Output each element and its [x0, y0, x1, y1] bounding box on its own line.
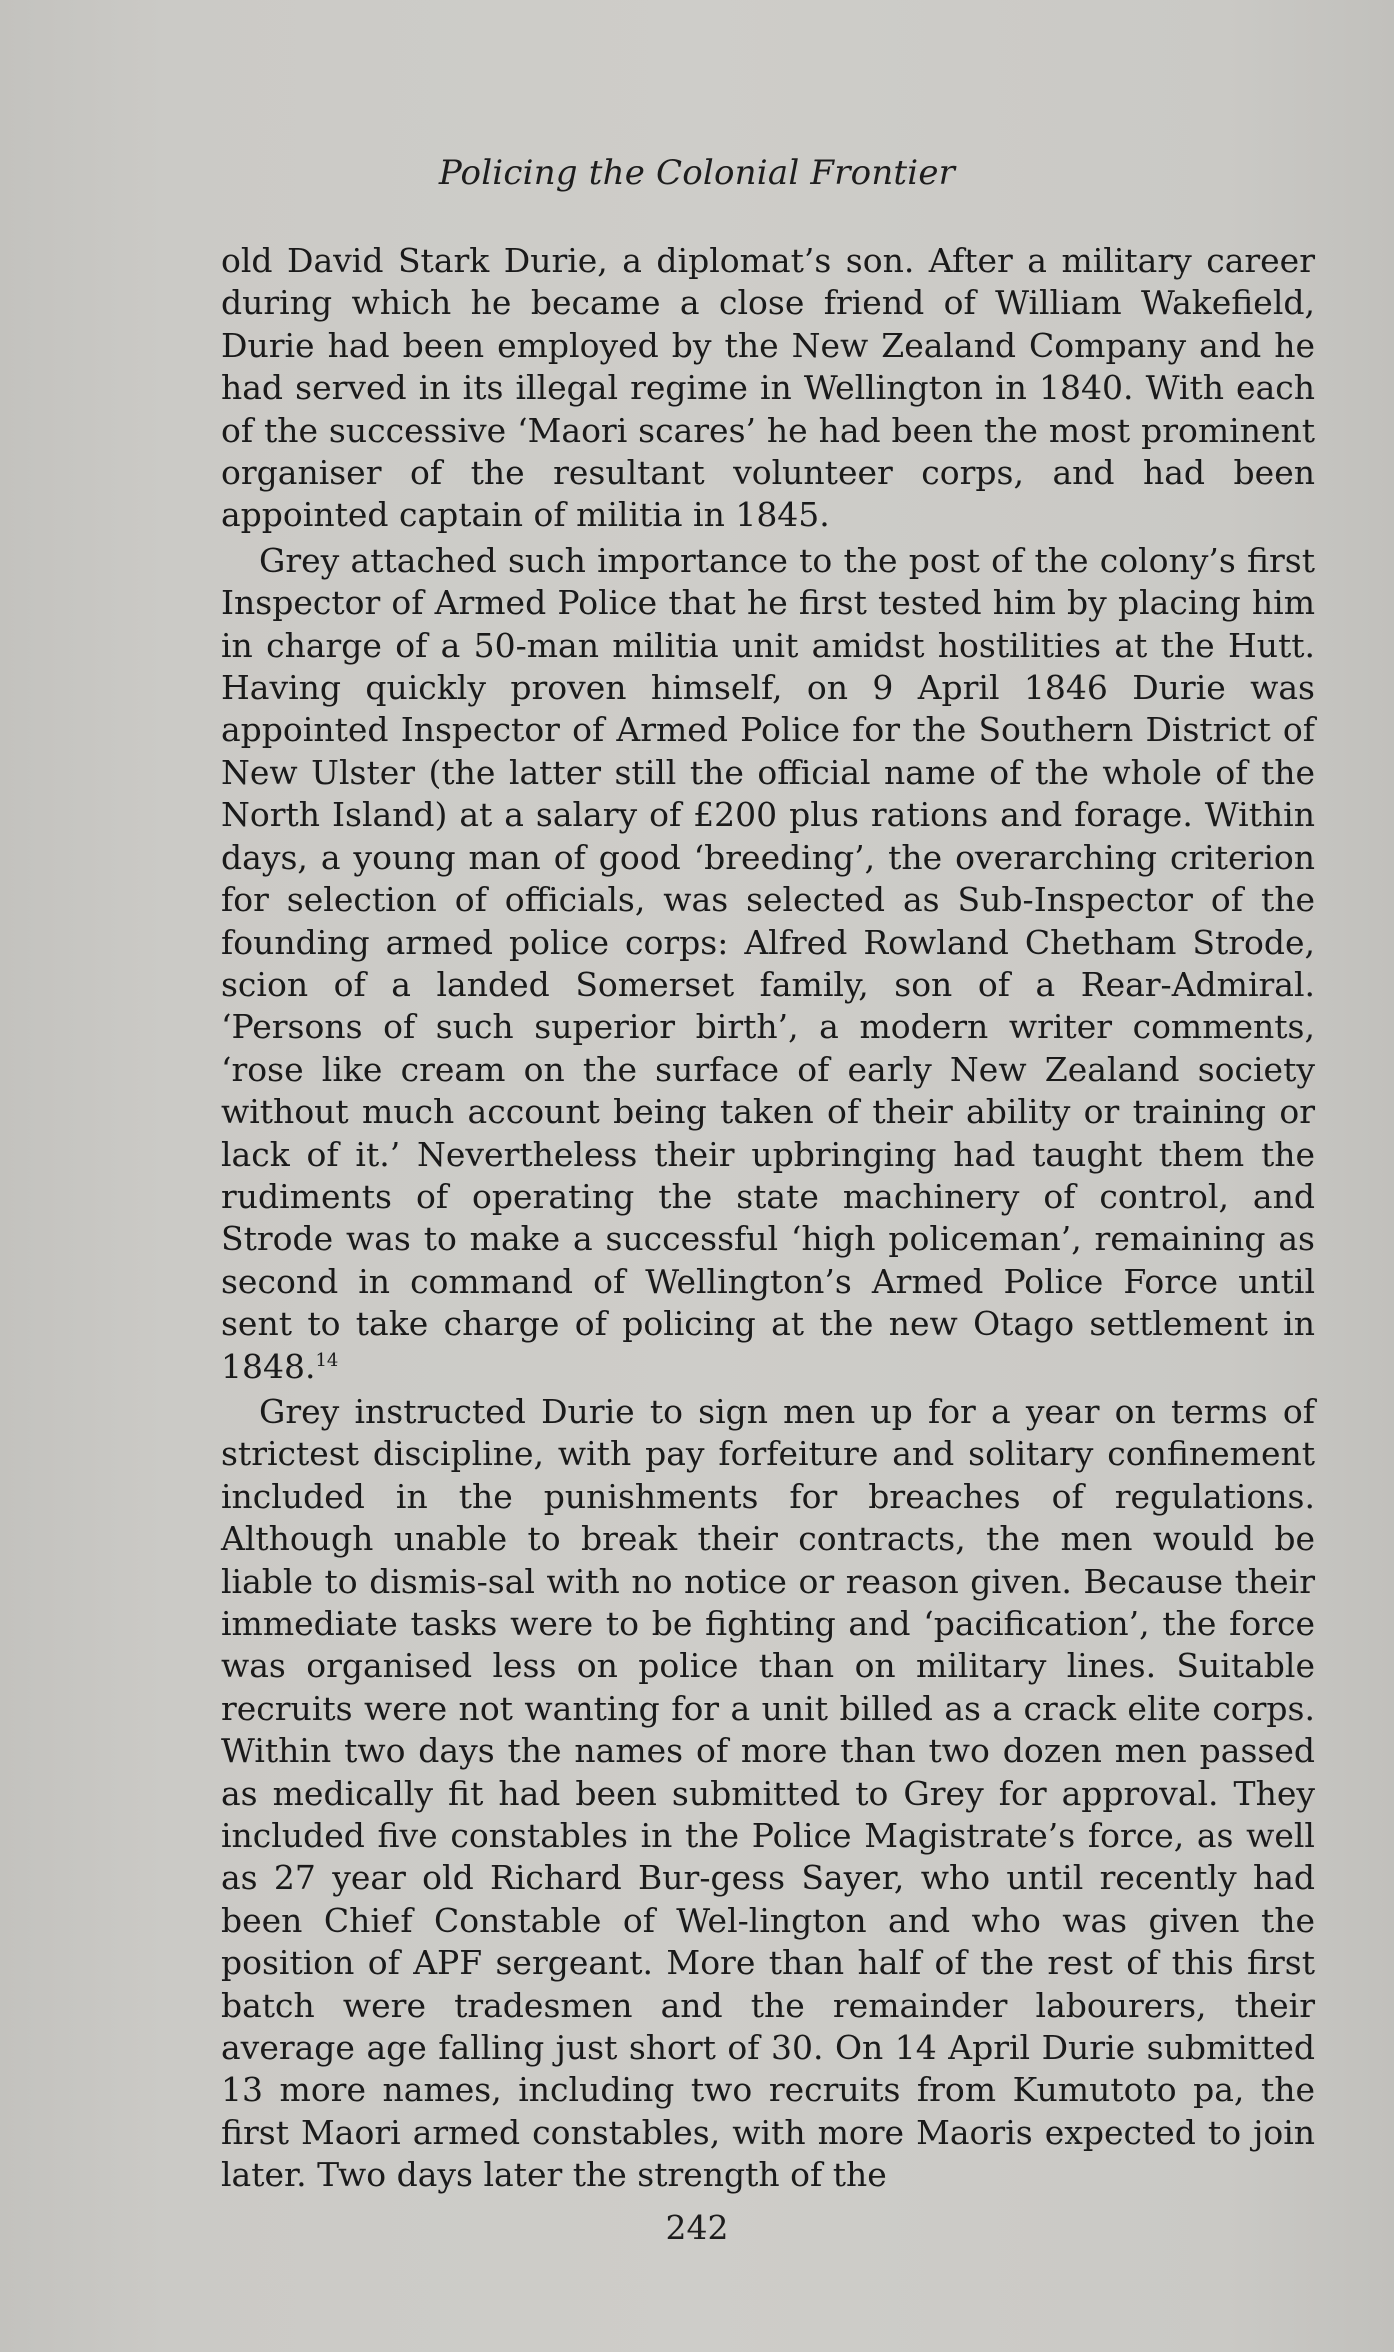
paragraph-3: [221, 1391, 1315, 2197]
footnote-ref-14: 14: [315, 1349, 339, 1371]
page-number: 242: [665, 2208, 729, 2247]
body-text: [221, 240, 1315, 2197]
paragraph-1: [221, 240, 1315, 537]
paragraph-3-text: Grey instructed Durie to sign men up for a year on terms of strictest discipline, with pay forfeiture and solitary confinement included in the punishments for breaches of regulations. Although unable to break their contracts, the men would be liable to dismis-sal with no notice or reason given. Because their immediate tasks were to be fighting and ‘pacification’, the force was organised less on police than on military lines. Suitable recruits were not wanting for a unit billed as a crack elite corps. Within two days the names of more than two dozen men passed as medically fit had been submitted to Grey for approval. They included five constables in the Police Magistrate’s force, as well as 27 year old Richard Bur-gess Sayer, who until recently had been Chief Constable of Wel-lington and who was given the position of APF sergeant. More than half of the rest of this first batch were tradesmen and the remainder labourers, their average age falling just short of 30. On 14 April Durie submitted 13 more names, including two recruits from Kumutoto pa, the first Maori armed constables, with more Maoris expected to join later. Two days later the strength of the: [221, 1391, 1315, 2195]
paragraph-2-text: Grey attached such importance to the post of the colony’s first Inspector of Armed Police that he first tested him by placing him in charge of a 50-man militia unit amidst hostilities at the Hutt. Having quickly proven himself, on 9 April 1846 Durie was appointed Inspector of Armed Police for the Southern District of New Ulster (the latter still the official name of the whole of the North Island) at a salary of £200 plus rations and forage. Within days, a young man of good ‘breeding’, the overarching criterion for selection of officials, was selected as Sub-Inspector of the founding armed police corps: Alfred Rowland Chetham Strode, scion of a landed Somerset family, son of a Rear-Admiral. ‘Persons of such superior birth’, a modern writer comments, ‘rose like cream on the surface of early New Zealand society without much account being taken of their ability or training or lack of it.’ Nevertheless their upbringing had taught them the rudiments of operating the state machinery of control, and Strode was to make a successful ‘high policeman’, remaining as second in command of Wellington’s Armed Police Force until sent to take charge of policing at the new Otago settlement in 1848.: [221, 540, 1315, 1386]
running-head: Policing the Colonial Frontier: [438, 153, 956, 193]
paragraph-2: [221, 540, 1315, 1388]
paragraph-1-text: old David Stark Durie, a diplomat’s son. After a military career during which he became a close friend of William Wakefield, Durie had been employed by the New Zealand Company and he had served in its illegal regime in Wellington in 1840. With each of the successive ‘Maori scares’ he had been the most prominent organiser of the resultant volunteer corps, and had been appointed captain of militia in 1845.: [221, 241, 1315, 535]
